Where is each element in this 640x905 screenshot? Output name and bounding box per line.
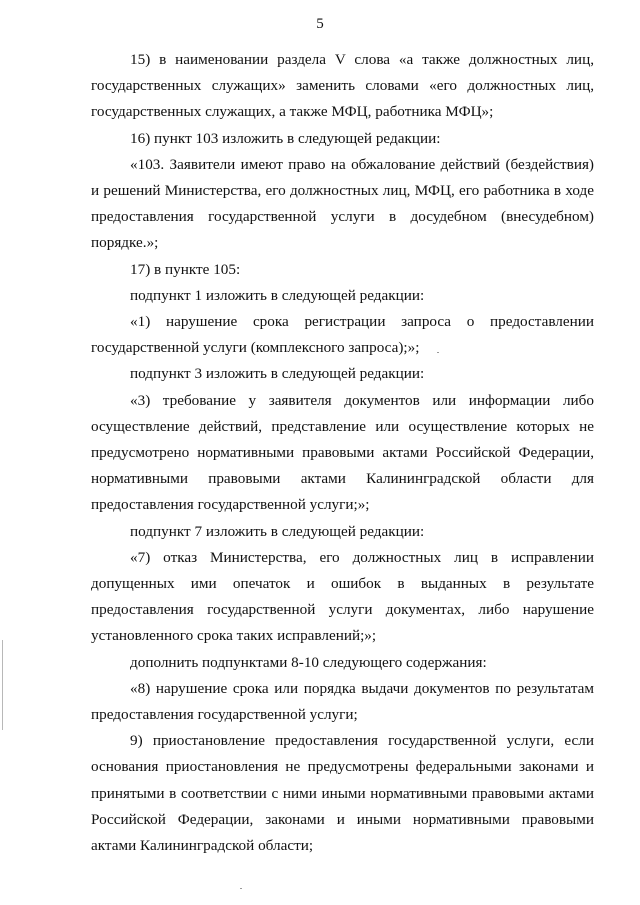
paragraph-subitem-1-text: «1) нарушение срока регистрации запроса о предоставлении государственной услуги (комплексного запроса);»; — [91, 313, 594, 357]
paragraph-item-15: 15) в наименовании раздела V слова «а также должностных лиц, государственных служащих» заменить словами «его должностных лиц, государственных служащих, а также МФЦ, работника МФЦ»; — [91, 51, 594, 121]
paragraph-clause-103: «103. Заявители имеют право на обжалование действий (бездействия) и решений Министерства, его должностных лиц, МФЦ, его работника в ходе предоставления государственной услуги в досудебном (внесудебном) порядке.»; — [91, 155, 594, 252]
paragraph-subitem-7-text: «7) отказ Министерства, его должностных лиц в исправлении допущенных ими опечаток и ошибок в выданных в результате предоставления государственной услуги документах, либо нарушение установленного срока таких исправлений;»; — [91, 548, 594, 645]
paragraph-subitem-1-heading: подпункт 1 изложить в следующей редакции: — [130, 286, 425, 304]
paragraph-subitem-9: 9) приостановление предоставления государственной услуги, если основания приостановления не предусмотрены федеральными законами и принятыми в соответствии с ними иными нормативными правовыми актами Российской Федерации, законами и иными нормативными правовыми актами Калининградской области; — [91, 732, 594, 855]
document-body — [91, 47, 594, 859]
paragraph-item-16: 16) пункт 103 изложить в следующей редакции: — [130, 129, 441, 147]
paragraph-item-17: 17) в пункте 105: — [130, 260, 241, 278]
scan-margin-mark — [2, 640, 3, 730]
paragraph-subitem-8: «8) нарушение срока или порядка выдачи документов по результатам предоставления государственной услуги; — [91, 679, 594, 724]
paragraph-subitem-3-heading: подпункт 3 изложить в следующей редакции: — [130, 365, 425, 383]
paragraph-subitem-7-heading: подпункт 7 изложить в следующей редакции: — [130, 522, 425, 540]
paragraph-add-subitems: дополнить подпунктами 8-10 следующего содержания: — [130, 653, 487, 671]
paragraph-subitem-3-text: «3) требование у заявителя документов или информации либо осуществление действий, представление или осуществление которых не предусмотрено нормативными правовыми актами Российской Федерации, нормативными правовыми актами Калининградской области для предоставления государственной услуги;»; — [91, 391, 594, 514]
scan-speck — [240, 888, 242, 889]
page-number: 5 — [316, 16, 324, 32]
